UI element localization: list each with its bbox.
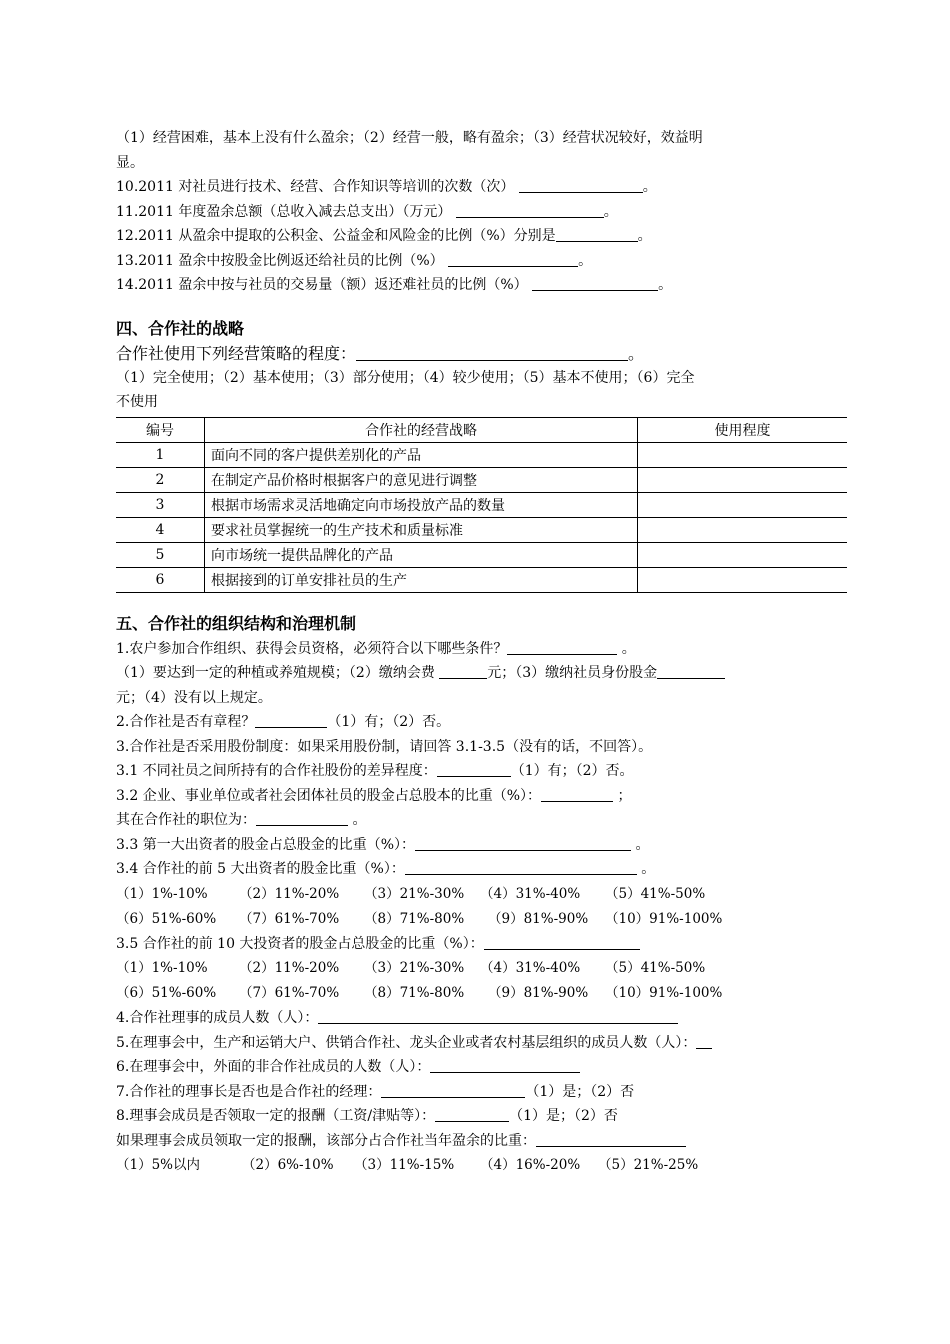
row-strategy: 根据接到的订单安排社员的生产 <box>205 567 638 592</box>
answer-blank-3-1[interactable] <box>437 762 511 777</box>
row-number: 6 <box>116 567 205 592</box>
row-number: 5 <box>116 542 205 567</box>
option[interactable]: （5）41%-50% <box>605 960 706 976</box>
question-3-2-position: 其在合作社的职位为： 。 <box>116 812 367 828</box>
row-usage-cell[interactable] <box>638 492 848 517</box>
header-strategy: 合作社的经营战略 <box>205 417 638 442</box>
answer-blank-3-5[interactable] <box>484 935 640 950</box>
table-row <box>116 467 847 492</box>
question-3-2: 3.2 企业、事业单位或者社会团体社员的股金占总股本的比重（%）： ； <box>116 787 632 804</box>
strategy-intro: 合作社使用下列经营策略的程度： 。 <box>116 343 645 363</box>
strategy-intro-blank[interactable] <box>356 346 628 361</box>
option[interactable]: （6）51%-60% <box>116 985 217 1001</box>
answer-blank-14[interactable] <box>532 276 658 291</box>
question-7: 7.合作社的理事长是否也是合作社的经理： （1）是；（2）否 <box>116 1083 635 1100</box>
answer-blank-3-4[interactable] <box>405 860 637 875</box>
fee-blank[interactable] <box>439 664 487 679</box>
question-14: 14.2011 盈余中按与社员的交易量（额）返还难社员的比例（%） 。 <box>116 277 673 293</box>
option[interactable]: （4）16%-20% <box>480 1157 581 1173</box>
header-usage: 使用程度 <box>638 417 848 442</box>
option[interactable]: （1）1%-10% <box>116 885 208 902</box>
position-blank[interactable] <box>256 811 348 826</box>
question-2: 2.合作社是否有章程？ （1）有；（2）否。 <box>116 714 451 730</box>
option[interactable]: （9）81%-90% <box>488 910 589 927</box>
option[interactable]: （2）6%-10% <box>242 1157 334 1173</box>
answer-blank-8[interactable] <box>435 1107 509 1122</box>
question-3-4: 3.4 合作社的前 5 大出资者的股金比重（%）： 。 <box>116 861 656 877</box>
table-header-row <box>116 417 847 442</box>
answer-blank-12[interactable] <box>556 227 638 242</box>
question-6: 6.在理事会中，外面的非合作社成员的人数（人）： <box>116 1055 846 1080</box>
usage-scale-cont: 不使用 <box>116 394 158 410</box>
question-12: 12.2011 从盈余中提取的公积金、公益金和风险金的比例（%）分别是 。 <box>116 228 652 244</box>
table-row <box>116 492 847 517</box>
question-3-3: 3.3 第一大出资者的股金占总股金的比重（%）： 。 <box>116 836 650 853</box>
row-number: 3 <box>116 492 205 517</box>
answer-blank-13[interactable] <box>448 252 578 267</box>
row-number: 4 <box>116 517 205 542</box>
row-strategy: 要求社员掌握统一的生产技术和质量标准 <box>205 517 638 542</box>
pct-options-3-4-row2 <box>116 907 846 932</box>
row-strategy: 根据市场需求灵活地确定向市场投放产品的数量 <box>205 492 638 517</box>
option[interactable]: （5）41%-50% <box>605 885 706 902</box>
option[interactable]: （8）71%-80% <box>364 910 465 927</box>
option[interactable]: （9）81%-90% <box>488 985 589 1001</box>
option[interactable]: （1）1%-10% <box>116 960 208 976</box>
profit-status-options-cont: 显。 <box>116 154 144 171</box>
header-number: 编号 <box>116 417 205 442</box>
option[interactable]: （3）11%-15% <box>354 1157 455 1173</box>
row-usage-cell[interactable] <box>638 467 848 492</box>
answer-blank-8-ratio[interactable] <box>536 1132 686 1147</box>
questionnaire-page <box>116 126 846 1178</box>
answer-blank-4[interactable] <box>318 1009 678 1024</box>
answer-blank-6[interactable] <box>430 1058 580 1073</box>
row-usage-cell[interactable] <box>638 517 848 542</box>
option[interactable]: （3）21%-30% <box>364 960 465 976</box>
question-4: 4.合作社理事的成员人数（人）： <box>116 1006 846 1031</box>
option[interactable]: （5）21%-25% <box>598 1157 699 1173</box>
option[interactable]: （7）61%-70% <box>239 910 340 927</box>
question-3: 3.合作社是否采用股份制度：如果采用股份制，请回答 3.1-3.5（没有的话，不回答）。 <box>116 738 653 755</box>
answer-blank-5[interactable] <box>696 1034 712 1049</box>
share-blank[interactable] <box>657 664 725 679</box>
profit-status-options: （1）经营困难，基本上没有什么盈余；（2）经营一般，略有盈余；（3）经营状况较好，效益明 <box>116 130 703 146</box>
question-13: 13.2011 盈余中按股金比例返还给社员的比例（%） 。 <box>116 252 593 269</box>
option[interactable]: （4）31%-40% <box>480 885 581 902</box>
row-usage-cell[interactable] <box>638 567 848 592</box>
section-4-heading: 四、合作社的战略 <box>116 318 245 338</box>
pct-options-3-4-row1 <box>116 882 846 907</box>
answer-blank-10[interactable] <box>519 178 643 193</box>
option[interactable]: （10）91%-100% <box>605 985 723 1001</box>
row-usage-cell[interactable] <box>638 542 848 567</box>
strategy-table <box>116 417 847 593</box>
row-usage-cell[interactable] <box>638 442 848 467</box>
option[interactable]: （4）31%-40% <box>480 960 581 976</box>
pct-options-3-5-row1 <box>116 956 846 981</box>
question-3-1: 3.1 不同社员之间所持有的合作社股份的差异程度： （1）有；（2）否。 <box>116 763 634 779</box>
option[interactable]: （10）91%-100% <box>605 910 723 927</box>
answer-blank-1[interactable] <box>507 640 617 655</box>
table-row <box>116 517 847 542</box>
row-strategy: 面向不同的客户提供差别化的产品 <box>205 442 638 467</box>
answer-blank-7[interactable] <box>381 1083 525 1098</box>
question-1-options-cont: 元；（4）没有以上规定。 <box>116 689 272 706</box>
pct-options-8 <box>116 1153 846 1178</box>
row-strategy: 向市场统一提供品牌化的产品 <box>205 542 638 567</box>
row-number: 1 <box>116 442 205 467</box>
question-8: 8.理事会成员是否领取一定的报酬（工资/津贴等）： （1）是；（2）否 <box>116 1108 618 1124</box>
option[interactable]: （6）51%-60% <box>116 910 217 927</box>
table-row <box>116 567 847 592</box>
row-number: 2 <box>116 467 205 492</box>
question-3-5: 3.5 合作社的前 10 大投资者的股金占总股金的比重（%）： <box>116 932 846 957</box>
usage-scale: （1）完全使用；（2）基本使用；（3）部分使用；（4）较少使用；（5）基本不使用；（6）完全 <box>116 369 695 386</box>
question-8-ratio: 如果理事会成员领取一定的报酬，该部分占合作社当年盈余的比重： <box>116 1129 846 1154</box>
option[interactable]: （7）61%-70% <box>239 985 340 1001</box>
answer-blank-3-2[interactable] <box>541 787 613 802</box>
question-11: 11.2011 年度盈余总额（总收入减去总支出）（万元） 。 <box>116 203 618 220</box>
answer-blank-11[interactable] <box>456 203 604 218</box>
pct-options-3-5-row2 <box>116 981 846 1006</box>
option[interactable]: （2）11%-20% <box>239 885 340 902</box>
option[interactable]: （3）21%-30% <box>364 885 465 902</box>
row-strategy: 在制定产品价格时根据客户的意见进行调整 <box>205 467 638 492</box>
option[interactable]: （2）11%-20% <box>239 960 340 976</box>
option[interactable]: （1）5%以内 <box>116 1157 201 1173</box>
option[interactable]: （8）71%-80% <box>364 985 465 1001</box>
question-10: 10.2011 对社员进行技术、经营、合作知识等培训的次数（次） 。 <box>116 179 657 195</box>
answer-blank-2[interactable] <box>255 713 327 728</box>
table-row <box>116 442 847 467</box>
table-row <box>116 542 847 567</box>
question-1-options: （1）要达到一定的种植或养殖规模；（2）缴纳会费 元；（3）缴纳社员身份股金 <box>116 661 846 686</box>
answer-blank-3-3[interactable] <box>415 836 631 851</box>
question-5: 5.在理事会中，生产和运销大户、供销合作社、龙头企业或者农村基层组织的成员人数（人）： <box>116 1031 846 1056</box>
question-1: 1.农户参加合作组织、获得会员资格，必须符合以下哪些条件？ 。 <box>116 640 636 657</box>
section-5-heading: 五、合作社的组织结构和治理机制 <box>116 613 357 633</box>
